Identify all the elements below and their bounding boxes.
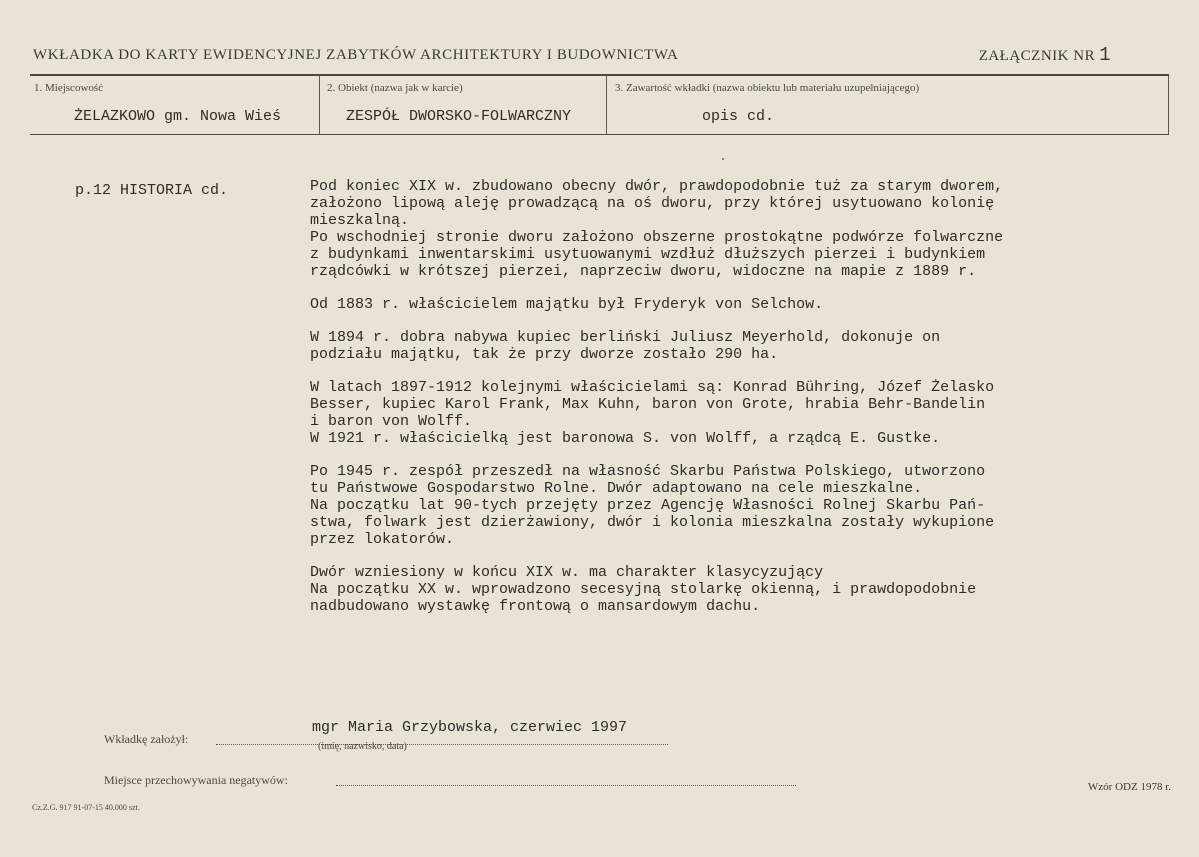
paragraph: Pod koniec XIX w. zbudowano obecny dwór, prawdopodobnie tuż za starym dworem, założono lipową aleję prowadzącą na oś dworu, przy której usytuowano kolonię mieszkalną. Po wschodniej stronie dworu założono obszerne prostokątne podwórze folwarczne z budynkami inwentarskimi usytuowanymi wzdłuż dłuższych pierzei i budynkiem rządcówki w krótszej pierzei, naprzeciw dworu, widoczne na mapie z 1889 r. bbox=[310, 178, 1004, 280]
paragraph: W 1894 r. dobra nabywa kupiec berliński Juliusz Meyerhold, dokonuje on podziału majątku, tak że przy dworze zostało 290 ha. bbox=[310, 329, 941, 363]
contents-label: 3. Zawartość wkładki (nazwa obiektu lub materiału uzupełniającego) bbox=[615, 82, 920, 94]
negatives-dotted-line bbox=[336, 785, 796, 786]
field-divider-3 bbox=[1168, 76, 1169, 134]
paragraph: Dwór wzniesiony w końcu XIX w. ma charakter klasycyzujący Na początku XX w. wprowadzono secesyjną stolarkę okienną, i prawdopodobnie nadbudowano wystawkę frontową o mansardowym dachu. bbox=[310, 564, 977, 615]
print-info: Cz.Z.G. 917 91-07-15 40.000 szt. bbox=[32, 803, 140, 812]
paragraph: W latach 1897-1912 kolejnymi właścicielami są: Konrad Bühring, Józef Żelasko Besser, kupiec Karol Frank, Max Kuhn, baron von Grote, hrabia Behr-Bandelin i baron von Wolff. W 1921 r. właścicielką jest baronowa S. von Wolff, a rządcą E. Gustke. bbox=[310, 379, 995, 447]
object-label: 2. Obiekt (nazwa jak w karcie) bbox=[327, 82, 463, 94]
creator-label: Wkładkę założył: bbox=[104, 732, 189, 746]
paper-speck bbox=[722, 158, 724, 160]
object-value: ZESPÓŁ DWORSKO-FOLWARCZNY bbox=[346, 108, 572, 125]
attachment-number: 1 bbox=[1099, 44, 1111, 66]
form-title: WKŁADKA DO KARTY EWIDENCYJNEJ ZABYTKÓW ARCHITEKTURY I BUDOWNICTWA bbox=[33, 47, 679, 63]
history-text bbox=[310, 178, 1160, 631]
header-rule-top bbox=[30, 74, 1169, 76]
field-divider-1 bbox=[319, 76, 320, 134]
attachment-label-text: ZAŁĄCZNIK NR bbox=[978, 48, 1096, 64]
contents-value: opis cd. bbox=[702, 108, 775, 125]
location-value: ŻELAZKOWO gm. Nowa Wieś bbox=[74, 108, 282, 125]
form-pattern: Wzór ODZ 1978 r. bbox=[1087, 781, 1171, 793]
attachment-label bbox=[979, 44, 1111, 66]
creator-hint: (imię, nazwisko, data) bbox=[318, 741, 407, 752]
paragraph: Od 1883 r. właścicielem majątku był Fryderyk von Selchow. bbox=[310, 296, 824, 313]
section-label: p.12 HISTORIA cd. bbox=[75, 182, 229, 199]
creator-dotted-line bbox=[216, 744, 668, 745]
negatives-row bbox=[104, 773, 704, 793]
paragraph: Po 1945 r. zespół przeszedł na własność Skarbu Państwa Polskiego, utworzono tu Państwowe Gospodarstwo Rolne. Dwór adaptowano na cele mieszkalne. Na początku lat 90-tych przejęty przez Agencję Własności Rolnej Skarbu Pań- stwa, folwark jest dzierżawiony, dwór i kolonia mieszkalna zostały wykupione przez lokatorów. bbox=[310, 463, 995, 548]
field-divider-2 bbox=[606, 76, 607, 134]
location-label: 1. Miejscowość bbox=[34, 82, 104, 94]
negatives-label: Miejsce przechowywania negatywów: bbox=[104, 773, 288, 787]
header-rule-bottom bbox=[30, 134, 1169, 135]
creator-value: mgr Maria Grzybowska, czerwiec 1997 bbox=[312, 719, 628, 736]
